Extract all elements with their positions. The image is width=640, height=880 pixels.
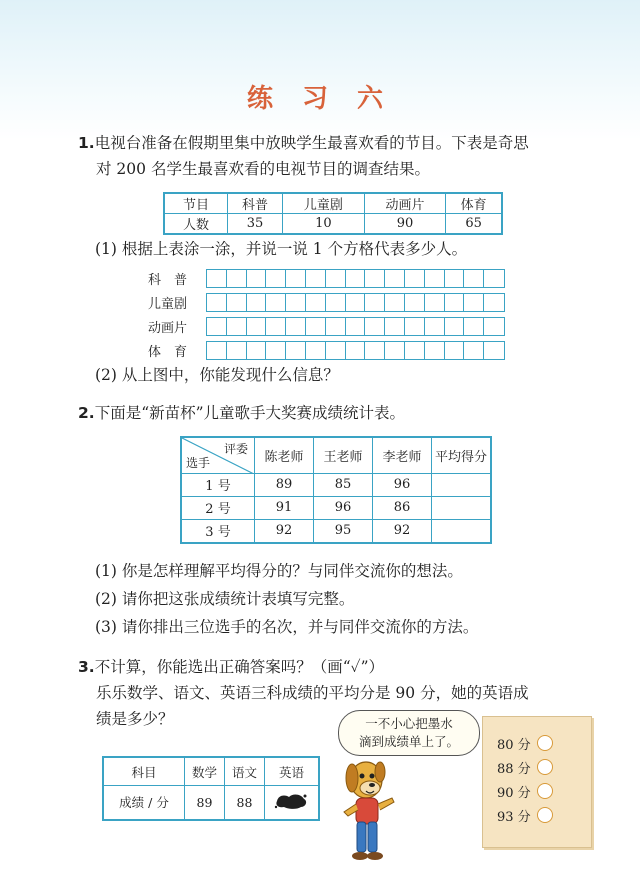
- table-row: [164, 214, 502, 235]
- answer-options-card: [482, 716, 592, 848]
- table-cell: 10: [283, 214, 365, 235]
- grid-cells[interactable]: [206, 317, 505, 336]
- option-label: 93 分: [497, 809, 531, 825]
- speech-text: 一不小心把墨水: [365, 716, 453, 731]
- question-number: 1.: [78, 134, 95, 152]
- speech-text: 滴到成绩单上了。: [358, 734, 459, 749]
- question-text: 电视台准备在假期里集中放映学生最喜欢看的节目。下表是奇思: [94, 134, 529, 152]
- grid-row: [148, 266, 505, 290]
- table-cell: 2 号: [181, 496, 255, 519]
- q1-survey-table: [163, 192, 503, 235]
- option-label: 80 分: [497, 737, 531, 753]
- table-cell: 96: [373, 473, 432, 496]
- table-cell: 1 号: [181, 473, 255, 496]
- q3-grade-table: [102, 756, 320, 821]
- ink-blot-icon: [274, 792, 308, 810]
- table-header-cell: 李老师: [373, 437, 432, 473]
- table-row: [181, 473, 491, 496]
- question-text: 绩是多少？: [96, 710, 174, 728]
- grid-row: [148, 314, 505, 338]
- q2-score-table: [180, 436, 492, 544]
- grid-label: 儿童剧: [148, 296, 188, 312]
- question-text: 对 200 名学生最喜欢看的电视节目的调查结果。: [96, 160, 430, 178]
- table-header-cell: 语文: [224, 757, 264, 786]
- question-text: 不计算，你能选出正确答案吗？（画“✓”）: [94, 658, 385, 676]
- table-corner-cell: [181, 437, 255, 473]
- table-cell: 89: [185, 786, 225, 820]
- grid-row: [148, 290, 505, 314]
- grid-label: 科 普: [148, 272, 188, 288]
- table-cell: 92: [373, 519, 432, 543]
- table-header-cell: 科普: [228, 193, 283, 214]
- question-2: [78, 400, 405, 426]
- speech-bubble: [338, 710, 480, 756]
- table-header-cell: 王老师: [314, 437, 373, 473]
- table-cell: 86: [373, 496, 432, 519]
- question-number: 2.: [78, 404, 95, 422]
- table-cell: 85: [314, 473, 373, 496]
- table-cell: 95: [314, 519, 373, 543]
- table-cell: 65: [446, 214, 502, 235]
- grid-cells[interactable]: [206, 293, 505, 312]
- table-header-cell: 英语: [264, 757, 319, 786]
- table-cell: 89: [255, 473, 314, 496]
- grid-cells[interactable]: [206, 341, 505, 360]
- grid-row: [148, 338, 505, 362]
- table-header-cell: 动画片: [364, 193, 446, 214]
- question-1: [78, 130, 598, 182]
- option-label: 88 分: [497, 761, 531, 777]
- question-number: 3.: [78, 658, 95, 676]
- table-cell[interactable]: [432, 519, 492, 543]
- table-header-row: [181, 437, 491, 473]
- table-header-cell: 儿童剧: [283, 193, 365, 214]
- option-circle[interactable]: [537, 735, 553, 751]
- option-label: 90 分: [497, 785, 531, 801]
- table-cell: 35: [228, 214, 283, 235]
- cartoon-dog-icon: [336, 758, 406, 868]
- table-cell[interactable]: [432, 496, 492, 519]
- table-row: [181, 519, 491, 543]
- option-row[interactable]: [497, 755, 553, 779]
- option-circle[interactable]: [537, 807, 553, 823]
- table-cell: 3 号: [181, 519, 255, 543]
- table-cell: 91: [255, 496, 314, 519]
- table-cell: 成绩 / 分: [103, 786, 185, 820]
- grid-label: 动画片: [148, 320, 188, 336]
- q2-sub2: (2) 请你把这张成绩统计表填写完整。: [95, 590, 355, 608]
- grid-label: 体 育: [148, 344, 188, 360]
- option-row[interactable]: [497, 731, 553, 755]
- table-cell: 人数: [164, 214, 228, 235]
- page-title: 练 习 六: [246, 84, 394, 114]
- q1-grid-chart: [148, 266, 505, 362]
- option-circle[interactable]: [537, 783, 553, 799]
- corner-top-label: 评委: [223, 442, 248, 456]
- q1-sub2: (2) 从上图中，你能发现什么信息？: [95, 366, 339, 384]
- table-header-cell: 科目: [103, 757, 185, 786]
- table-header-cell: 平均得分: [432, 437, 492, 473]
- option-circle[interactable]: [537, 759, 553, 775]
- question-text: 乐乐数学、语文、英语三科成绩的平均分是 90 分，她的英语成: [96, 684, 529, 702]
- corner-bottom-label: 选手: [186, 455, 211, 470]
- table-header-cell: 数学: [185, 757, 225, 786]
- table-cell: 88: [224, 786, 264, 820]
- q1-sub1: (1) 根据上表涂一涂，并说一说 1 个方格代表多少人。: [95, 240, 468, 258]
- table-header-cell: 节目: [164, 193, 228, 214]
- option-row[interactable]: [497, 779, 553, 803]
- ink-blot-cell: [264, 786, 319, 820]
- table-cell: 96: [314, 496, 373, 519]
- table-header-row: [164, 193, 502, 214]
- option-row[interactable]: [497, 803, 553, 827]
- q2-sub1: (1) 你是怎样理解平均得分的？与同伴交流你的想法。: [95, 562, 463, 580]
- table-cell[interactable]: [432, 473, 492, 496]
- grid-cells[interactable]: [206, 269, 505, 288]
- table-cell: 90: [364, 214, 446, 235]
- table-row: [181, 496, 491, 519]
- table-header-cell: 陈老师: [255, 437, 314, 473]
- table-header-cell: 体育: [446, 193, 502, 214]
- q2-sub3: (3) 请你排出三位选手的名次，并与同伴交流你的方法。: [95, 618, 479, 636]
- table-header-row: [103, 757, 319, 786]
- table-row: [103, 786, 319, 820]
- question-text: 下面是“新苗杯”儿童歌手大奖赛成绩统计表。: [94, 404, 406, 422]
- table-cell: 92: [255, 519, 314, 543]
